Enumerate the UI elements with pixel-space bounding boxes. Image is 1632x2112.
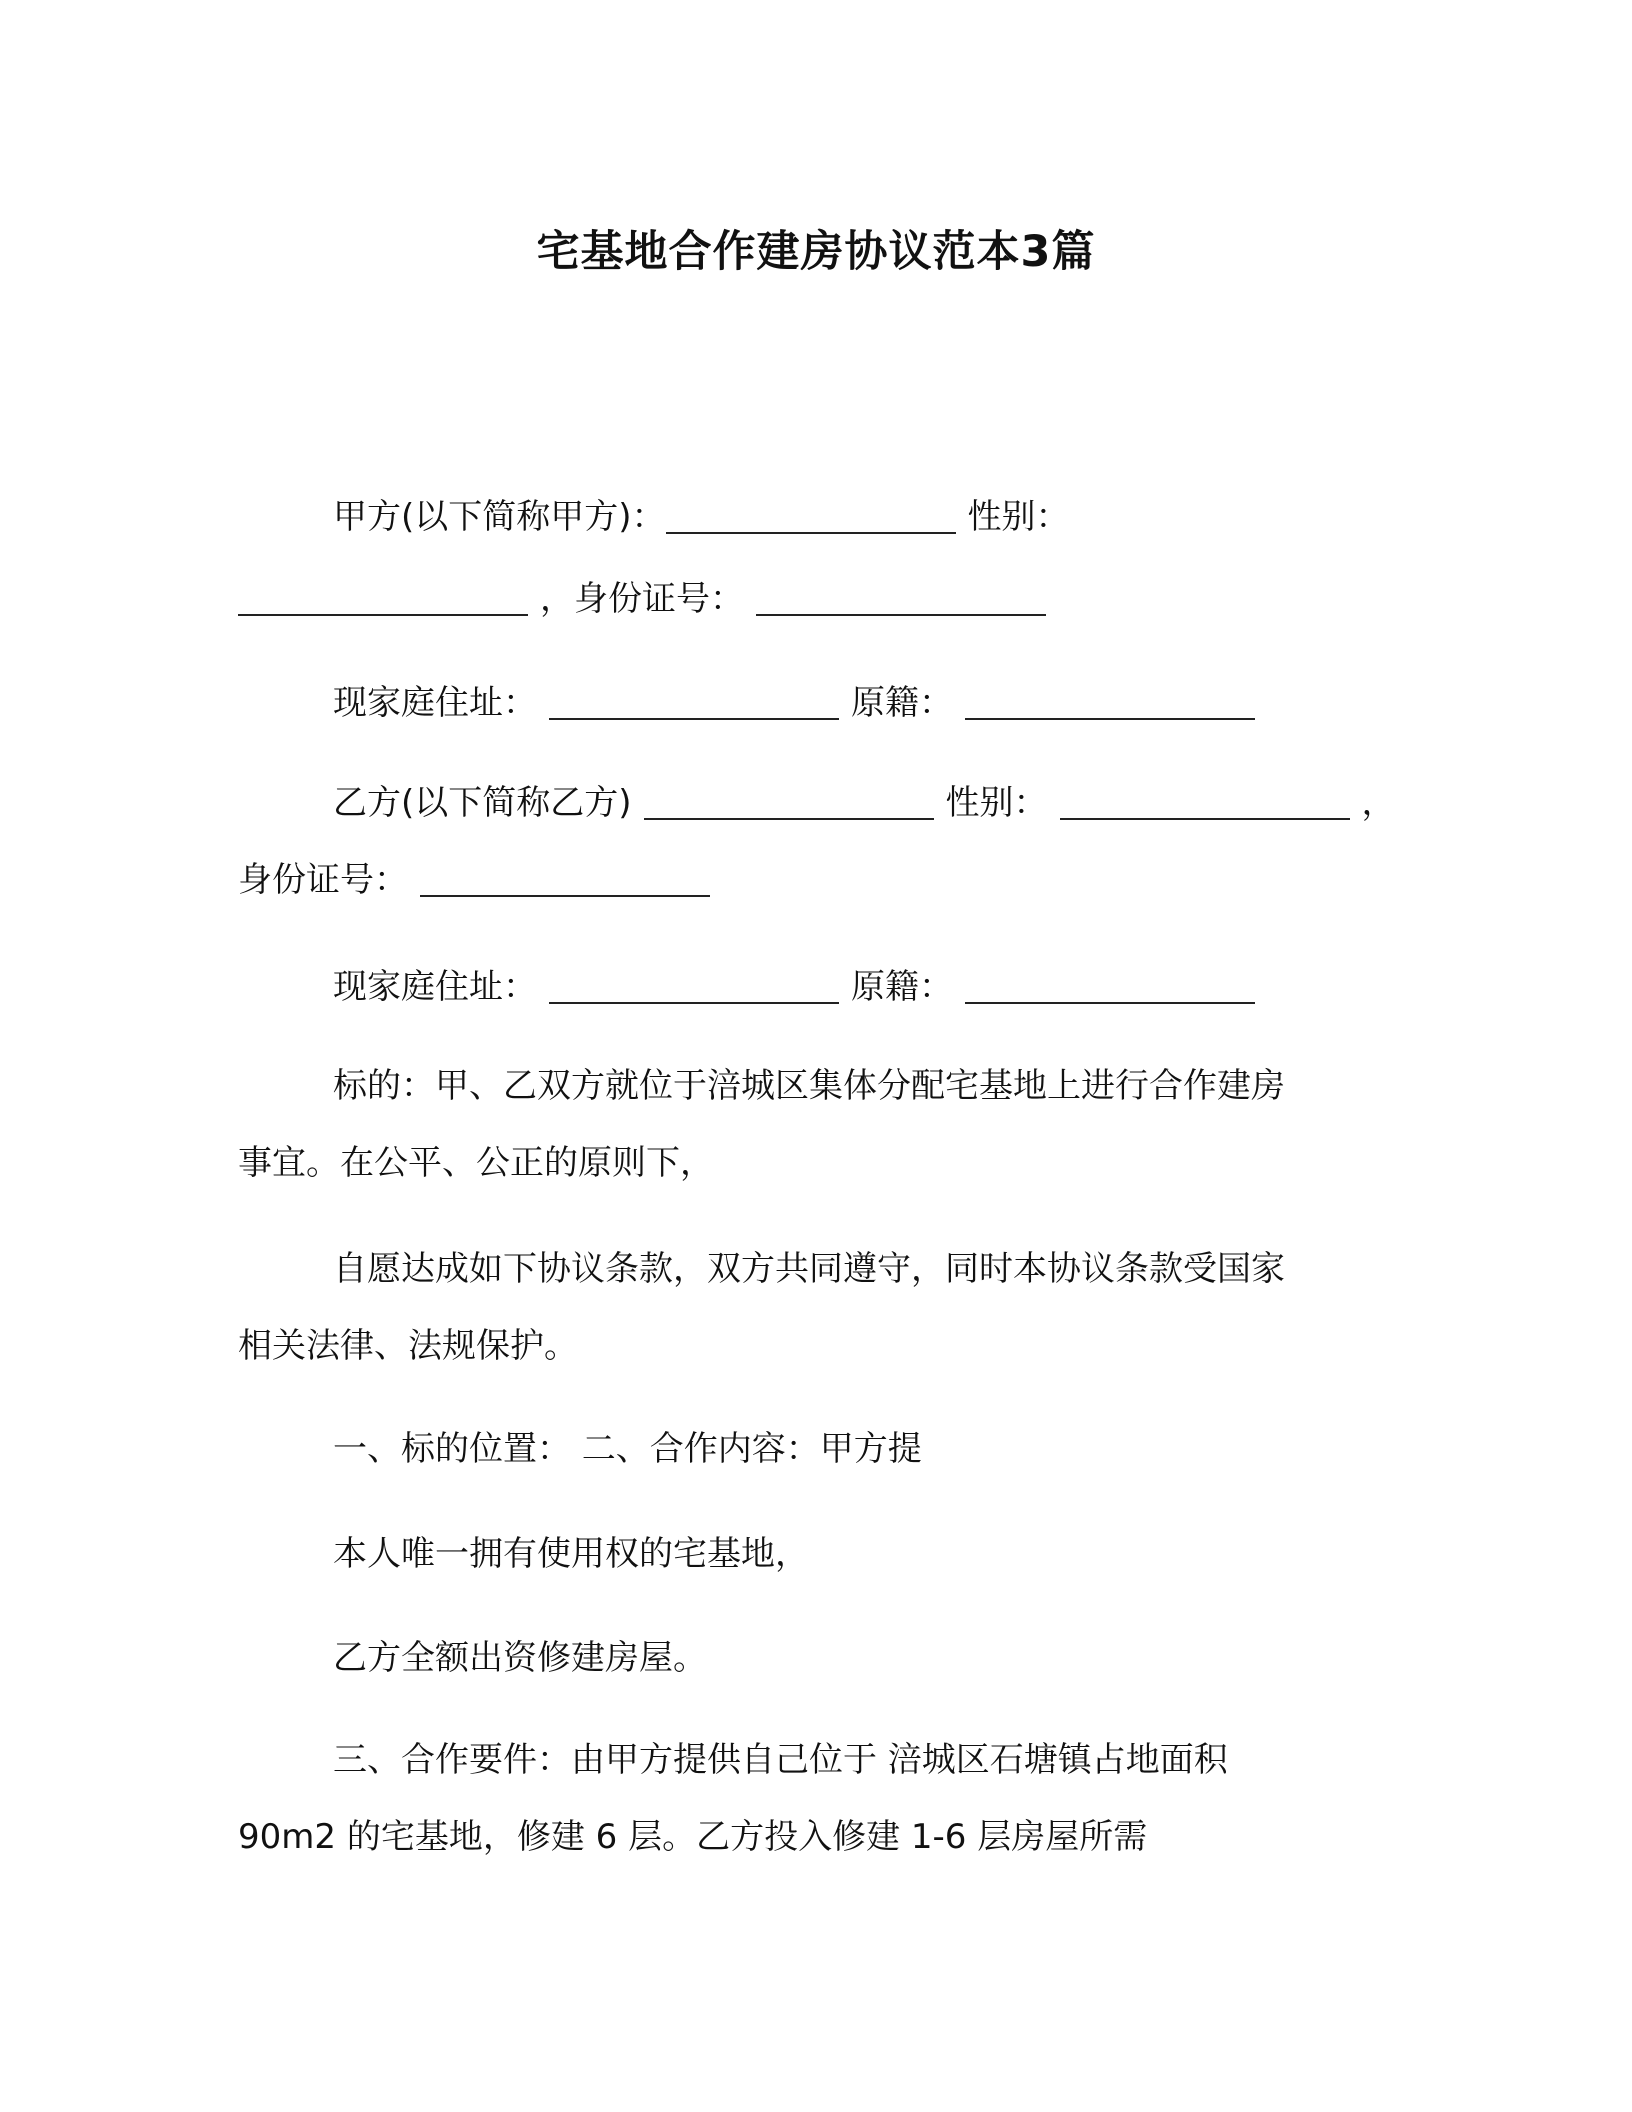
party-a-id-label: ，身份证号： [540,579,744,619]
party-a-address-line [333,680,1255,726]
party-b-address-label: 现家庭住址： [333,967,537,1007]
party-a-name-blank [666,496,956,534]
party-b-origin-label: 原籍： [851,967,953,1007]
party-b-name-blank [644,782,934,820]
party-b-address-blank [549,966,839,1004]
party-b-origin-blank [965,966,1255,1004]
party-b-address-line [333,964,1255,1010]
subject-line-2: 事宜。在公平、公正的原则下， [238,1143,714,1183]
party-b-gender-label: 性别： [945,783,1048,823]
subject-line-1: 标的：甲、乙双方就位于涪城区集体分配宅基地上进行合作建房 [333,1066,1285,1106]
section-three-line-2: 90m2 的宅基地，修建 6 层。乙方投入修建 1-6 层房屋所需 [238,1817,1148,1857]
party-b-label: 乙方(以下简称乙方) [333,783,632,823]
party-a-id-line [238,576,1046,622]
party-a-id-blank [756,578,1046,616]
party-a-address-label: 现家庭住址： [333,683,537,723]
homestead-line: 本人唯一拥有使用权的宅基地， [333,1534,809,1574]
party-b-id-blank [420,859,710,897]
document-title: 宅基地合作建房协议范本3篇 [536,227,1096,277]
voluntary-line-2: 相关法律、法规保护。 [238,1326,578,1366]
party-b-line [333,780,1396,826]
funding-line: 乙方全额出资修建房屋。 [333,1638,707,1678]
party-a-line [333,494,1070,540]
voluntary-line-1: 自愿达成如下协议条款，双方共同遵守，同时本协议条款受国家 [333,1249,1285,1289]
party-b-gender-blank [1060,782,1350,820]
party-a-gender-blank [238,578,528,616]
party-a-origin-blank [965,682,1255,720]
section-three-line-1: 三、合作要件：由甲方提供自己位于 涪城区石塘镇占地面积 [333,1740,1228,1780]
party-a-gender-label: 性别： [967,497,1070,537]
party-a-origin-label: 原籍： [851,683,953,723]
party-b-id-label: 身份证号： [238,860,408,900]
party-a-address-blank [549,682,839,720]
party-b-id-line [238,857,710,903]
party-a-label: 甲方(以下简称甲方)： [333,497,666,537]
party-b-comma: ， [1361,783,1396,823]
sections-one-two: 一、标的位置： 二、合作内容：甲方提 [333,1429,922,1469]
